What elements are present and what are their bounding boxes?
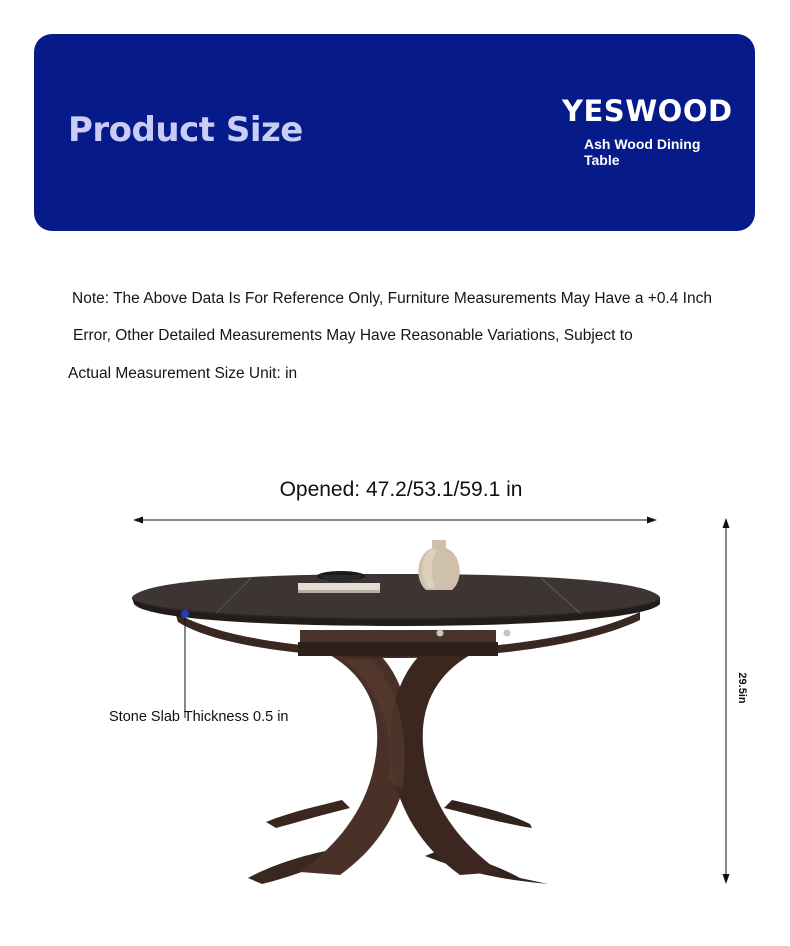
height-label: 29.5in bbox=[736, 672, 748, 704]
note-line-1: Note: The Above Data Is For Reference Only, Furniture Measurements May Have a +0.4 Inch bbox=[72, 290, 712, 307]
banner-title: Product Size bbox=[68, 110, 303, 150]
brand-logo: YESWOOD bbox=[562, 94, 733, 128]
slab-thickness-label: Stone Slab Thickness 0.5 in bbox=[109, 709, 289, 725]
width-arrow bbox=[133, 517, 657, 524]
brand-subtitle: Ash Wood Dining Table bbox=[584, 136, 701, 168]
height-arrow bbox=[723, 518, 730, 884]
opened-width-label: Opened: 47.2/53.1/59.1 in bbox=[279, 478, 523, 501]
note-line-3: Actual Measurement Size Unit: in bbox=[68, 365, 298, 382]
note-line-2: Error, Other Detailed Measurements May Have Reasonable Variations, Subject to bbox=[73, 327, 633, 344]
